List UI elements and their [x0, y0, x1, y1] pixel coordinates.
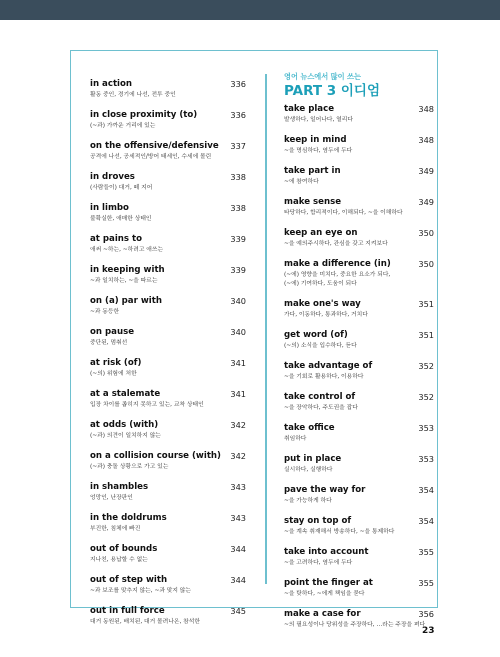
index-entry: [90, 295, 246, 317]
page-ref: 352: [418, 361, 434, 371]
idiom-phrase: on the offensive/defensive: [90, 141, 219, 151]
idiom-meaning: 타당하다, 합리적이다, 이해되다, ~을 이해하다: [284, 210, 403, 216]
idiom-meaning: 엉망인, 난장판인: [90, 495, 133, 501]
idiom-meaning: 불확실한, 애매한 상태인: [90, 216, 152, 222]
index-entry: [90, 357, 246, 379]
index-entry: [90, 171, 246, 193]
index-entry: [284, 165, 434, 187]
page-ref: 352: [418, 392, 434, 402]
idiom-meaning: 취임하다: [284, 436, 307, 442]
page-ref: 355: [418, 578, 434, 588]
page-ref: 351: [418, 330, 434, 340]
page-number: 23: [422, 626, 435, 636]
idiom-phrase: point the finger at: [284, 578, 373, 588]
index-entry: [90, 512, 246, 534]
idiom-phrase: on pause: [90, 327, 135, 337]
idiom-phrase: in droves: [90, 172, 135, 182]
idiom-phrase: get word (of): [284, 330, 348, 340]
index-entry: [90, 543, 246, 565]
index-entry: [284, 391, 434, 413]
idiom-phrase: take into account: [284, 547, 369, 557]
page-ref: 342: [230, 420, 246, 430]
page-ref: 341: [230, 389, 246, 399]
index-entry: [284, 546, 434, 568]
idiom-phrase: take place: [284, 104, 335, 114]
page-ref: 338: [230, 203, 246, 213]
page-ref: 338: [230, 172, 246, 182]
page-ref: 350: [418, 228, 434, 238]
idiom-meaning: ~과 일치하는, ~을 따르는: [90, 278, 158, 284]
index-entry: [90, 264, 246, 286]
idiom-phrase: pave the way for: [284, 485, 366, 495]
idiom-phrase: in keeping with: [90, 265, 165, 275]
idiom-meaning: 부진한, 침체에 빠진: [90, 526, 141, 532]
idiom-meaning: ~을 고려하다, 염두에 두다: [284, 560, 353, 566]
idiom-phrase: keep an eye on: [284, 228, 358, 238]
idiom-phrase: make sense: [284, 197, 342, 207]
index-entry: [284, 422, 434, 444]
idiom-phrase: at risk (of): [90, 358, 142, 368]
index-entry: [90, 574, 246, 596]
page-ref: 340: [230, 327, 246, 337]
index-entry: [284, 515, 434, 537]
index-entry: [284, 134, 434, 156]
page-ref: 348: [418, 135, 434, 145]
idiom-meaning: ~을 가능하게 하다: [284, 498, 332, 504]
top-band: [0, 0, 500, 20]
idiom-phrase: take office: [284, 423, 335, 433]
idiom-meaning: 발생하다, 일어나다, 열리다: [284, 117, 353, 123]
right-column: [284, 72, 434, 639]
idiom-meaning-continued: (~에) 기여하다, 도움이 되다: [284, 281, 357, 287]
idiom-meaning: ~과 동등한: [90, 309, 120, 315]
left-column: [90, 78, 246, 636]
index-entry: [284, 329, 434, 351]
idiom-phrase: make a case for: [284, 609, 361, 619]
index-entry: [284, 360, 434, 382]
page-ref: 336: [230, 110, 246, 120]
idiom-meaning: ~에 참여하다: [284, 179, 319, 185]
idiom-meaning: (~의) 소식을 입수하다, 듣다: [284, 343, 357, 349]
idiom-phrase: put in place: [284, 454, 342, 464]
page-ref: 348: [418, 104, 434, 114]
idiom-phrase: take advantage of: [284, 361, 373, 371]
idiom-phrase: take part in: [284, 166, 341, 176]
idiom-meaning: (~과) 가까운 거리에 있는: [90, 123, 156, 129]
page-ref: 345: [230, 606, 246, 616]
idiom-meaning: ~을 예의주시하다, 관심을 갖고 지켜보다: [284, 241, 388, 247]
page-ref: 342: [230, 451, 246, 461]
index-entry: [90, 481, 246, 503]
index-entry: [284, 453, 434, 475]
idiom-phrase: stay on top of: [284, 516, 352, 526]
page-ref: 355: [418, 547, 434, 557]
page-ref: 356: [418, 609, 434, 619]
page-ref: 339: [230, 234, 246, 244]
idiom-phrase: at a stalemate: [90, 389, 161, 399]
column-divider: [265, 74, 267, 584]
idiom-meaning: ~을 명심하다, 염두에 두다: [284, 148, 353, 154]
idiom-meaning: (~과) 충돌 상황으로 가고 있는: [90, 464, 169, 470]
page-ref: 353: [418, 423, 434, 433]
idiom-meaning: 애써 ~하는, ~하려고 애쓰는: [90, 247, 164, 253]
index-entry: [90, 109, 246, 131]
page-ref: 344: [230, 544, 246, 554]
page-ref: 341: [230, 358, 246, 368]
index-entry: [284, 196, 434, 218]
index-entry: [90, 326, 246, 348]
page-ref: 350: [418, 259, 434, 269]
idiom-phrase: in shambles: [90, 482, 149, 492]
idiom-phrase: out of step with: [90, 575, 168, 585]
page-ref: 337: [230, 141, 246, 151]
idiom-meaning: ~의 필요성이나 당위성을 주장하다, …라는 주장을 펴다: [284, 622, 426, 628]
idiom-meaning: 공격에 나선, 공세적인/방어 태세인, 수세에 몰린: [90, 154, 212, 160]
idiom-phrase: on (a) par with: [90, 296, 162, 306]
index-entry: [90, 388, 246, 410]
idiom-phrase: out of bounds: [90, 544, 158, 554]
idiom-phrase: take control of: [284, 392, 356, 402]
idiom-meaning: ~과 보조를 맞추지 않는, ~과 맞지 않는: [90, 588, 192, 594]
page-ref: 343: [230, 513, 246, 523]
idiom-phrase: on a collision course (with): [90, 451, 221, 461]
index-entry: [284, 484, 434, 506]
idiom-meaning: ~을 장악하다, 주도권을 잡다: [284, 405, 358, 411]
page-ref: 339: [230, 265, 246, 275]
idiom-meaning: (~에) 영향을 미치다, 중요한 요소가 되다,: [284, 272, 391, 278]
page-ref: 349: [418, 197, 434, 207]
page-ref: 336: [230, 79, 246, 89]
index-entry: [284, 227, 434, 249]
page-ref: 343: [230, 482, 246, 492]
idiom-meaning: 가다, 이동하다, 통과하다, 거치다: [284, 312, 368, 318]
idiom-meaning: (사람들이) 대거, 떼 지어: [90, 185, 153, 191]
idiom-phrase: in action: [90, 79, 133, 89]
idiom-meaning: 지나친, 용납할 수 없는: [90, 557, 148, 563]
idiom-meaning: ~을 탓하다, ~에게 책임을 묻다: [284, 591, 365, 597]
idiom-phrase: keep in mind: [284, 135, 347, 145]
index-entry: [284, 577, 434, 599]
idiom-phrase: in the doldrums: [90, 513, 167, 523]
index-entry: [284, 608, 434, 630]
page-ref: 344: [230, 575, 246, 585]
index-entry: [90, 78, 246, 100]
idiom-phrase: out in full force: [90, 606, 165, 616]
page-ref: 340: [230, 296, 246, 306]
idiom-meaning: (~과) 의견이 일치하지 않는: [90, 433, 161, 439]
index-entry: [90, 605, 246, 627]
idiom-phrase: at odds (with): [90, 420, 159, 430]
idiom-phrase: make a difference (in): [284, 259, 391, 269]
index-entry: [90, 202, 246, 224]
idiom-phrase: in limbo: [90, 203, 129, 213]
index-entry: [90, 450, 246, 472]
index-entry: [90, 233, 246, 255]
index-entry: [90, 140, 246, 162]
idiom-phrase: in close proximity (to): [90, 110, 198, 120]
idiom-phrase: at pains to: [90, 234, 143, 244]
idiom-meaning: ~을 계속 취재해서 방송하다, ~을 통제하다: [284, 529, 395, 535]
index-entry: [284, 298, 434, 320]
page-ref: 354: [418, 516, 434, 526]
index-entry: [284, 258, 434, 289]
idiom-meaning: 실시하다, 실행하다: [284, 467, 333, 473]
page-ref: 354: [418, 485, 434, 495]
idiom-meaning: ~을 기회로 활용하다, 이용하다: [284, 374, 364, 380]
idiom-meaning: 중단된, 멈춰선: [90, 340, 128, 346]
section-label: 영어 뉴스에서 많이 쓰는: [284, 72, 361, 81]
idiom-phrase: make one's way: [284, 299, 361, 309]
section-title: PART 3 이디엄: [284, 83, 381, 99]
idiom-meaning: 입장 차이를 좁히지 못하고 있는, 교착 상태인: [90, 402, 204, 408]
idiom-meaning: 대거 동원된, 배치된, 대거 몰려나온, 참석한: [90, 619, 200, 625]
index-entry: [90, 419, 246, 441]
idiom-meaning: (~의) 위험에 처한: [90, 371, 137, 377]
page-ref: 351: [418, 299, 434, 309]
index-entry: [284, 103, 434, 125]
page-ref: 349: [418, 166, 434, 176]
page-ref: 353: [418, 454, 434, 464]
idiom-meaning: 활동 중인, 경기에 나선, 전투 중인: [90, 92, 176, 98]
